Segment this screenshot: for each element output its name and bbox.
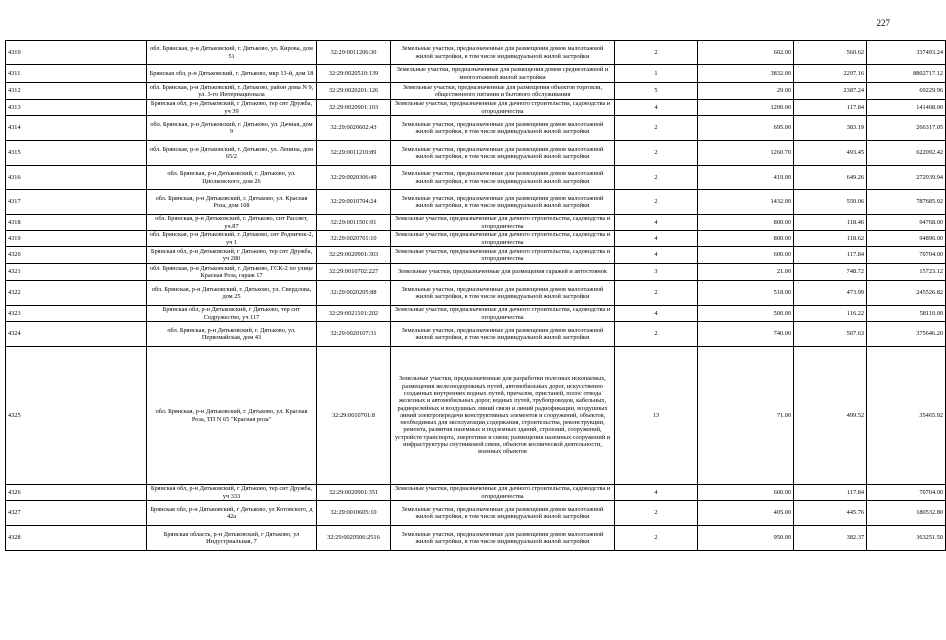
row-number-cell: 4310 <box>6 41 147 65</box>
row-number-cell: 4324 <box>6 322 147 347</box>
category-cell: 2 <box>615 166 698 190</box>
category-cell: 4 <box>615 100 698 116</box>
category-cell: 1 <box>615 65 698 83</box>
page-number: 227 <box>876 18 890 28</box>
cadastral-number-cell: 32:29:0020306:49 <box>317 166 391 190</box>
category-cell: 13 <box>615 347 698 485</box>
cadastral-value-cell: 35465.92 <box>867 347 946 485</box>
cadastral-number-cell: 32:29:0020205:88 <box>317 281 391 306</box>
row-number-cell: 4318 <box>6 215 147 231</box>
cadastral-number-cell: 32:29:0020506:2516 <box>317 526 391 551</box>
cadastral-number-cell: 32:29:0010701:8 <box>317 347 391 485</box>
address-cell: обл. Брянская, р-н Дятьковский, г. Дятьково, ГСК-2 по улице Красная Роза, гараж 17 <box>147 264 317 281</box>
table-body <box>6 41 946 551</box>
cadastral-number-cell: 32:29:0020901:351 <box>317 485 391 501</box>
cadastral-number-cell: 32:29:0010702:227 <box>317 264 391 281</box>
land-use-cell: Земельные участки, предназначенные для разработки полезных ископаемых, размещения железнодорожных путей, автомобильных дорог, искусственно созданных внутренних водных путей, причалов, пристаней, полос отвода железных и автомобильных дорог, водных путей, трубопроводов, кабельных, радиорелейных и воздушных линий связи и линий радиофикации, воздушных линий электропередачи конструктивных элементов и сооружений, объектов, необходимых для эксплуатации,содержания, строительства, реконструкции, ремонта, развития наземных и подземных зданий, строений, сооружений, устройств транспорта, энергетики и связи; размещения наземных сооружений и инфраструктуры спутниковой связи, объектов космической деятельности, военных объектов <box>391 347 615 485</box>
category-cell: 2 <box>615 526 698 551</box>
area-cell: 29.00 <box>698 83 794 100</box>
cadastral-value-cell: 70704.00 <box>867 485 946 501</box>
cadastral-number-cell: 32:29:0020901:103 <box>317 100 391 116</box>
land-use-cell: Земельные участки, предназначенные для дачного строительства, садоводства и огородничества <box>391 100 615 116</box>
area-cell: 600.00 <box>698 247 794 264</box>
row-number-cell: 4326 <box>6 485 147 501</box>
cadastral-value-cell: 8802717.12 <box>867 65 946 83</box>
address-cell: Брянская обл, р-н Дятьковский, г Дятьково, тер снт Дружба, уч 333 <box>147 485 317 501</box>
specific-value-cell: 117.84 <box>794 485 867 501</box>
specific-value-cell: 445.76 <box>794 501 867 526</box>
area-cell: 405.00 <box>698 501 794 526</box>
table-row <box>6 116 946 141</box>
area-cell: 740.00 <box>698 322 794 347</box>
cadastral-number-cell: 32:29:0011206:30 <box>317 41 391 65</box>
specific-value-cell: 473.99 <box>794 281 867 306</box>
cadastral-number-cell: 32:29:0011501:91 <box>317 215 391 231</box>
land-use-cell: Земельные участки, предназначенные для размещения домов малоэтажной жилой застройки, в том числе индивидуальной жилой застройки <box>391 501 615 526</box>
address-cell: обл. Брянская, р-н Дятьковский, г. Дятьково, снт Рассвет, уч.87 <box>147 215 317 231</box>
address-cell: Брянская обл, р-н Дятьковский, г. Дятьково, мкр 13-й, дом 18 <box>147 65 317 83</box>
specific-value-cell: 117.84 <box>794 100 867 116</box>
area-cell: 602.00 <box>698 41 794 65</box>
table-row <box>6 190 946 215</box>
category-cell: 2 <box>615 190 698 215</box>
cadastral-value-cell: 337493.24 <box>867 41 946 65</box>
land-use-cell: Земельные участки, предназначенные для дачного строительства, садоводства и огородничества <box>391 215 615 231</box>
cadastral-number-cell: 32:29:0010704:24 <box>317 190 391 215</box>
cadastral-number-cell: 32:29:0020701:10 <box>317 231 391 247</box>
cadastral-value-cell: 15723.12 <box>867 264 946 281</box>
row-number-cell: 4325 <box>6 347 147 485</box>
address-cell: обл. Брянская, р-н Дятьковский, г. Дятьково, снт Родничок-2, уч 1 <box>147 231 317 247</box>
cadastral-value-cell: 622092.42 <box>867 141 946 166</box>
cadastral-value-cell: 69229.96 <box>867 83 946 100</box>
table-row <box>6 264 946 281</box>
category-cell: 4 <box>615 485 698 501</box>
cadastral-value-cell: 180532.80 <box>867 501 946 526</box>
row-number-cell: 4314 <box>6 116 147 141</box>
table-row <box>6 322 946 347</box>
address-cell: Брянская обл, р-н Дятьковский, г Дятьково, тер снт Дружба, уч 39 <box>147 100 317 116</box>
land-use-cell: Земельные участки, предназначенные для размещения объектов торговли, общественного питания и бытового обслуживания <box>391 83 615 100</box>
table-row <box>6 231 946 247</box>
category-cell: 2 <box>615 281 698 306</box>
row-number-cell: 4317 <box>6 190 147 215</box>
cadastral-value-cell: 58110.00 <box>867 306 946 322</box>
category-cell: 4 <box>615 306 698 322</box>
row-number-cell: 4319 <box>6 231 147 247</box>
area-cell: 500.00 <box>698 306 794 322</box>
address-cell: обл. Брянская, р-н Дятьковский, г. Дятьково, ул. Красная Роза, дом 108 <box>147 190 317 215</box>
row-number-cell: 4315 <box>6 141 147 166</box>
land-use-cell: Земельные участки, предназначенные для размещения домов малоэтажной жилой застройки, в том числе индивидуальной жилой застройки <box>391 322 615 347</box>
row-number-cell: 4328 <box>6 526 147 551</box>
address-cell: обл. Брянская, р-н Дятьковский, г. Дятьково, ул. Циолковского, дом 26 <box>147 166 317 190</box>
table-row <box>6 485 946 501</box>
area-cell: 800.00 <box>698 231 794 247</box>
cadastral-number-cell: 32:29:0020510:139 <box>317 65 391 83</box>
cadastral-value-cell: 141408.00 <box>867 100 946 116</box>
address-cell: обл. Брянская, р-н Дятьковский, г. Дятьково, ул. Дачная, дом 9 <box>147 116 317 141</box>
address-cell: Брянская обл, р-н Дятьковский, г Дятьково, тер снт Дружба, уч 280 <box>147 247 317 264</box>
row-number-cell: 4312 <box>6 83 147 100</box>
land-use-cell: Земельные участки, предназначенные для дачного строительства, садоводства и огородничества <box>391 485 615 501</box>
category-cell: 3 <box>615 264 698 281</box>
specific-value-cell: 560.62 <box>794 41 867 65</box>
table-row <box>6 215 946 231</box>
table-row <box>6 281 946 306</box>
table-row <box>6 141 946 166</box>
category-cell: 4 <box>615 215 698 231</box>
specific-value-cell: 499.52 <box>794 347 867 485</box>
address-cell: обл. Брянская, р-н Дятьковский, г. Дятьково, ул. Ленина, дом 65/2 <box>147 141 317 166</box>
row-number-cell: 4320 <box>6 247 147 264</box>
cadastral-number-cell: 32:29:0020602:43 <box>317 116 391 141</box>
land-use-cell: Земельные участки, предназначенные для размещения домов малоэтажной жилой застройки, в том числе индивидуальной жилой застройки <box>391 281 615 306</box>
table-row <box>6 166 946 190</box>
land-use-cell: Земельные участки, предназначенные для размещения гаражей и автостоянок <box>391 264 615 281</box>
address-cell: обл. Брянская, р-н Дятьковский, г. Дятьково, район дома N 9, ул. 3-го Интернационала <box>147 83 317 100</box>
category-cell: 4 <box>615 247 698 264</box>
land-use-cell: Земельные участки, предназначенные для размещения домов малоэтажной жилой застройки, в том числе индивидуальной жилой застройки <box>391 526 615 551</box>
table-row <box>6 41 946 65</box>
area-cell: 518.00 <box>698 281 794 306</box>
category-cell: 2 <box>615 41 698 65</box>
specific-value-cell: 118.62 <box>794 231 867 247</box>
land-use-cell: Земельные участки, предназначенные для дачного строительства, садоводства и огородничества <box>391 306 615 322</box>
cadastral-value-cell: 787685.92 <box>867 190 946 215</box>
address-cell: Брянская область, р-н Дятьковский, г Дятьково, ул Индустриальная, 7 <box>147 526 317 551</box>
specific-value-cell: 493.45 <box>794 141 867 166</box>
row-number-cell: 4321 <box>6 264 147 281</box>
table-row <box>6 501 946 526</box>
row-number-cell: 4311 <box>6 65 147 83</box>
cadastral-number-cell: 32:29:0020201:126 <box>317 83 391 100</box>
cadastral-value-cell: 363251.50 <box>867 526 946 551</box>
category-cell: 2 <box>615 322 698 347</box>
specific-value-cell: 382.37 <box>794 526 867 551</box>
land-use-cell: Земельные участки, предназначенные для размещения домов малоэтажной жилой застройки, в том числе индивидуальной жилой застройки <box>391 166 615 190</box>
specific-value-cell: 507.63 <box>794 322 867 347</box>
address-cell: обл. Брянская, р-н Дятьковский, г. Дятьково, ул. Первомайская, дом 43 <box>147 322 317 347</box>
category-cell: 4 <box>615 231 698 247</box>
row-number-cell: 4327 <box>6 501 147 526</box>
table-row <box>6 100 946 116</box>
specific-value-cell: 649.26 <box>794 166 867 190</box>
table-row <box>6 347 946 485</box>
specific-value-cell: 748.72 <box>794 264 867 281</box>
area-cell: 71.00 <box>698 347 794 485</box>
land-use-cell: Земельные участки, предназначенные для дачного строительства, садоводства и огородничества <box>391 247 615 264</box>
cadastral-value-cell: 375646.20 <box>867 322 946 347</box>
address-cell: обл. Брянская, р-н Дятьковский, г. Дятьково, ул. Красная Роза, ТП N 65 "Красная роза" <box>147 347 317 485</box>
land-use-cell: Земельные участки, предназначенные для размещения домов малоэтажной жилой застройки, в том числе индивидуальной жилой застройки <box>391 141 615 166</box>
land-use-cell: Земельные участки, предназначенные для размещения домов среднеэтажной и многоэтажной жилой застройки <box>391 65 615 83</box>
cadastral-number-cell: 32:29:0010605:10 <box>317 501 391 526</box>
row-number-cell: 4313 <box>6 100 147 116</box>
cadastral-value-cell: 94768.00 <box>867 215 946 231</box>
address-cell: обл. Брянская, р-н Дятьковский, г. Дятьково, ул. Свердлова, дом 25 <box>147 281 317 306</box>
category-cell: 2 <box>615 501 698 526</box>
row-number-cell: 4323 <box>6 306 147 322</box>
specific-value-cell: 383.19 <box>794 116 867 141</box>
land-use-cell: Земельные участки, предназначенные для размещения домов малоэтажной жилой застройки, в том числе индивидуальной жилой застройки <box>391 116 615 141</box>
specific-value-cell: 118.46 <box>794 215 867 231</box>
cadastral-value-cell: 245526.82 <box>867 281 946 306</box>
row-number-cell: 4316 <box>6 166 147 190</box>
address-cell: обл. Брянская, р-н Дятьковский, г. Дятьково, ул. Кирова, дом 51 <box>147 41 317 65</box>
specific-value-cell: 2387.24 <box>794 83 867 100</box>
specific-value-cell: 117.84 <box>794 247 867 264</box>
area-cell: 21.00 <box>698 264 794 281</box>
area-cell: 1200.00 <box>698 100 794 116</box>
land-valuation-table <box>5 40 946 551</box>
cadastral-number-cell: 32:29:0020901:303 <box>317 247 391 264</box>
category-cell: 5 <box>615 83 698 100</box>
table-row <box>6 65 946 83</box>
address-cell: Брянская обл, р-н Дятьковский, г Дятьково, ул Котовского, д 42а <box>147 501 317 526</box>
area-cell: 419.00 <box>698 166 794 190</box>
land-use-cell: Земельные участки, предназначенные для дачного строительства, садоводства и огородничества <box>391 231 615 247</box>
area-cell: 950.00 <box>698 526 794 551</box>
row-number-cell: 4322 <box>6 281 147 306</box>
specific-value-cell: 2297.16 <box>794 65 867 83</box>
area-cell: 1260.70 <box>698 141 794 166</box>
address-cell: Брянская обл, р-н Дятьковский, г Дятьково, тер снт Содружество, уч 117 <box>147 306 317 322</box>
cadastral-value-cell: 70704.00 <box>867 247 946 264</box>
area-cell: 1432.00 <box>698 190 794 215</box>
area-cell: 800.00 <box>698 215 794 231</box>
table-row <box>6 306 946 322</box>
area-cell: 3832.00 <box>698 65 794 83</box>
cadastral-value-cell: 94896.00 <box>867 231 946 247</box>
cadastral-number-cell: 32:29:0011210:89 <box>317 141 391 166</box>
table-row <box>6 526 946 551</box>
specific-value-cell: 550.06 <box>794 190 867 215</box>
cadastral-number-cell: 32:29:0021101:202 <box>317 306 391 322</box>
land-use-cell: Земельные участки, предназначенные для размещения домов малоэтажной жилой застройки, в том числе индивидуальной жилой застройки <box>391 41 615 65</box>
table-row <box>6 83 946 100</box>
land-use-cell: Земельные участки, предназначенные для размещения домов малоэтажной жилой застройки, в том числе индивидуальной жилой застройки <box>391 190 615 215</box>
category-cell: 2 <box>615 141 698 166</box>
table-row <box>6 247 946 264</box>
specific-value-cell: 116.22 <box>794 306 867 322</box>
cadastral-value-cell: 272039.94 <box>867 166 946 190</box>
area-cell: 600.00 <box>698 485 794 501</box>
cadastral-number-cell: 32:29:0020107:31 <box>317 322 391 347</box>
category-cell: 2 <box>615 116 698 141</box>
area-cell: 695.00 <box>698 116 794 141</box>
cadastral-value-cell: 266317.05 <box>867 116 946 141</box>
